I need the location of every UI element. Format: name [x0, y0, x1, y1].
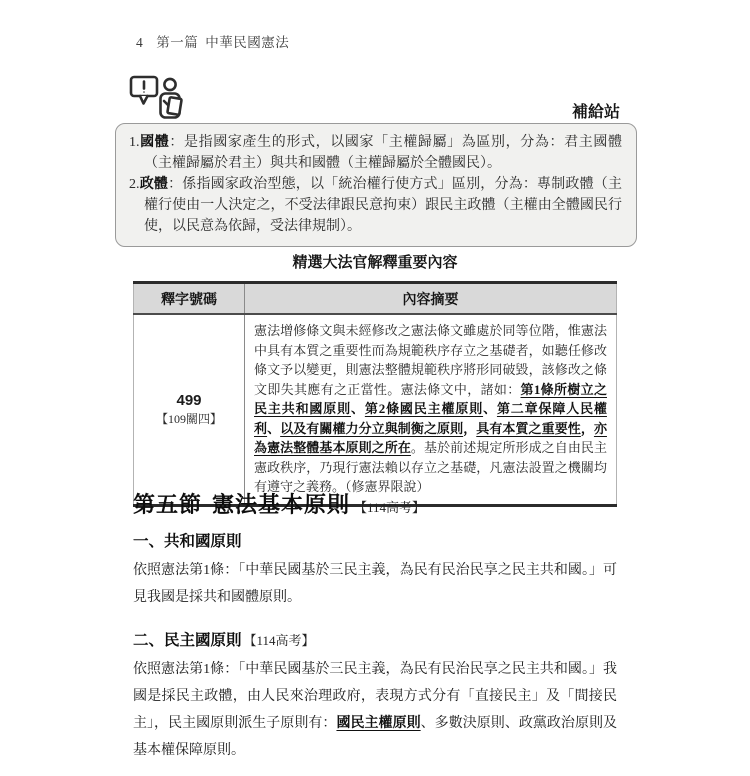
column-header-summary: 內容摘要 [245, 283, 617, 315]
section-number: 第五節 [133, 492, 203, 517]
subsection-paragraph-2: 依照憲法第1條：「中華民國基於三民主義，為民有民治民享之民主共和國。」我國是採民主政體，由人民來治理政府，表現方式分有「直接民主」及「間接民主」，民主國原則派生子原則有：國民主權原則、多數決原則、政黨政治原則及基本權保障原則。 [133, 662, 618, 758]
supply-item-2-text: 政體：係指國家政治型態，以「統治權行使方式」區別，分為：專制政體（主權行使由一人決定之，不受法律跟民意拘束）跟民主政體（主權由全體國民行使，以民意為依歸，受法律規制）。 [139, 177, 623, 234]
interpretation-table-section [133, 251, 617, 507]
table-header-row [134, 283, 617, 315]
supply-station-section [115, 76, 637, 247]
supply-item-1-marker: 1. [129, 135, 140, 150]
table-row [134, 314, 617, 505]
column-header-number: 釋字號碼 [134, 283, 245, 315]
section-title: 憲法基本原則 [212, 492, 351, 517]
exam-reference-tag: 【109關四】 [155, 411, 222, 426]
section-exam-tag: 【114高考】 [354, 500, 426, 515]
supply-station-box [115, 123, 637, 247]
subsection-title-2: 二、民主國原則 【114高考】 [133, 632, 315, 649]
supply-item-2 [129, 174, 622, 237]
section-five [133, 488, 617, 776]
section-heading [133, 488, 617, 519]
subsection-title-1: 一、共和國原則 [133, 533, 242, 550]
subsection-2-exam-tag: 【114高考】 [243, 633, 315, 648]
person-reading-with-exclamation-bubble-icon [129, 75, 187, 122]
supply-item-1-text: 國體：是指國家產生的形式，以國家「主權歸屬」為區別，分為：君主國體（主權歸屬於君主）與共和國體（主權歸屬於全體國民）。 [139, 135, 623, 171]
supply-station-head [115, 76, 637, 123]
book-title: 中華民國憲法 [205, 35, 290, 50]
page-number: 4 [136, 35, 144, 50]
interpretation-table [133, 281, 617, 507]
subsection-paragraph-1: 依照憲法第1條：「中華民國基於三民主義，為民有民治民享之民主共和國。」可見我國是採共和國體原則。 [133, 563, 617, 605]
book-part-label: 第一篇 [156, 35, 199, 50]
interpretation-number-cell [134, 314, 245, 505]
interpretation-summary-cell: 憲法增修條文與未經修改之憲法條文雖處於同等位階，惟憲法中具有本質之重要性而為規範秩序存立之基礎者，如聽任修改條文予以變更，則憲法整體規範秩序將形同破毀，該修改之條文即失其應有之正當性。憲法條文中，諸如：第1條所樹立之民主共和國原則、第2條國民主權原則、第二章保障人民權利、以及有關權力分立與制衡之原則，具有本質之重要性，亦為憲法整體基本原則之所在。基於前述規定所形成之自由民主憲政秩序，乃現行憲法賴以存立之基礎，凡憲法設置之機關均有遵守之義務。（修憲界限說） [245, 314, 617, 505]
supply-item-1 [129, 132, 622, 174]
interpretation-number: 499 [176, 391, 202, 409]
page-header [136, 31, 289, 51]
supply-station-label: 補給站 [571, 104, 620, 121]
table-title: 精選大法官解釋重要內容 [292, 254, 458, 271]
supply-item-2-marker: 2. [129, 177, 140, 192]
